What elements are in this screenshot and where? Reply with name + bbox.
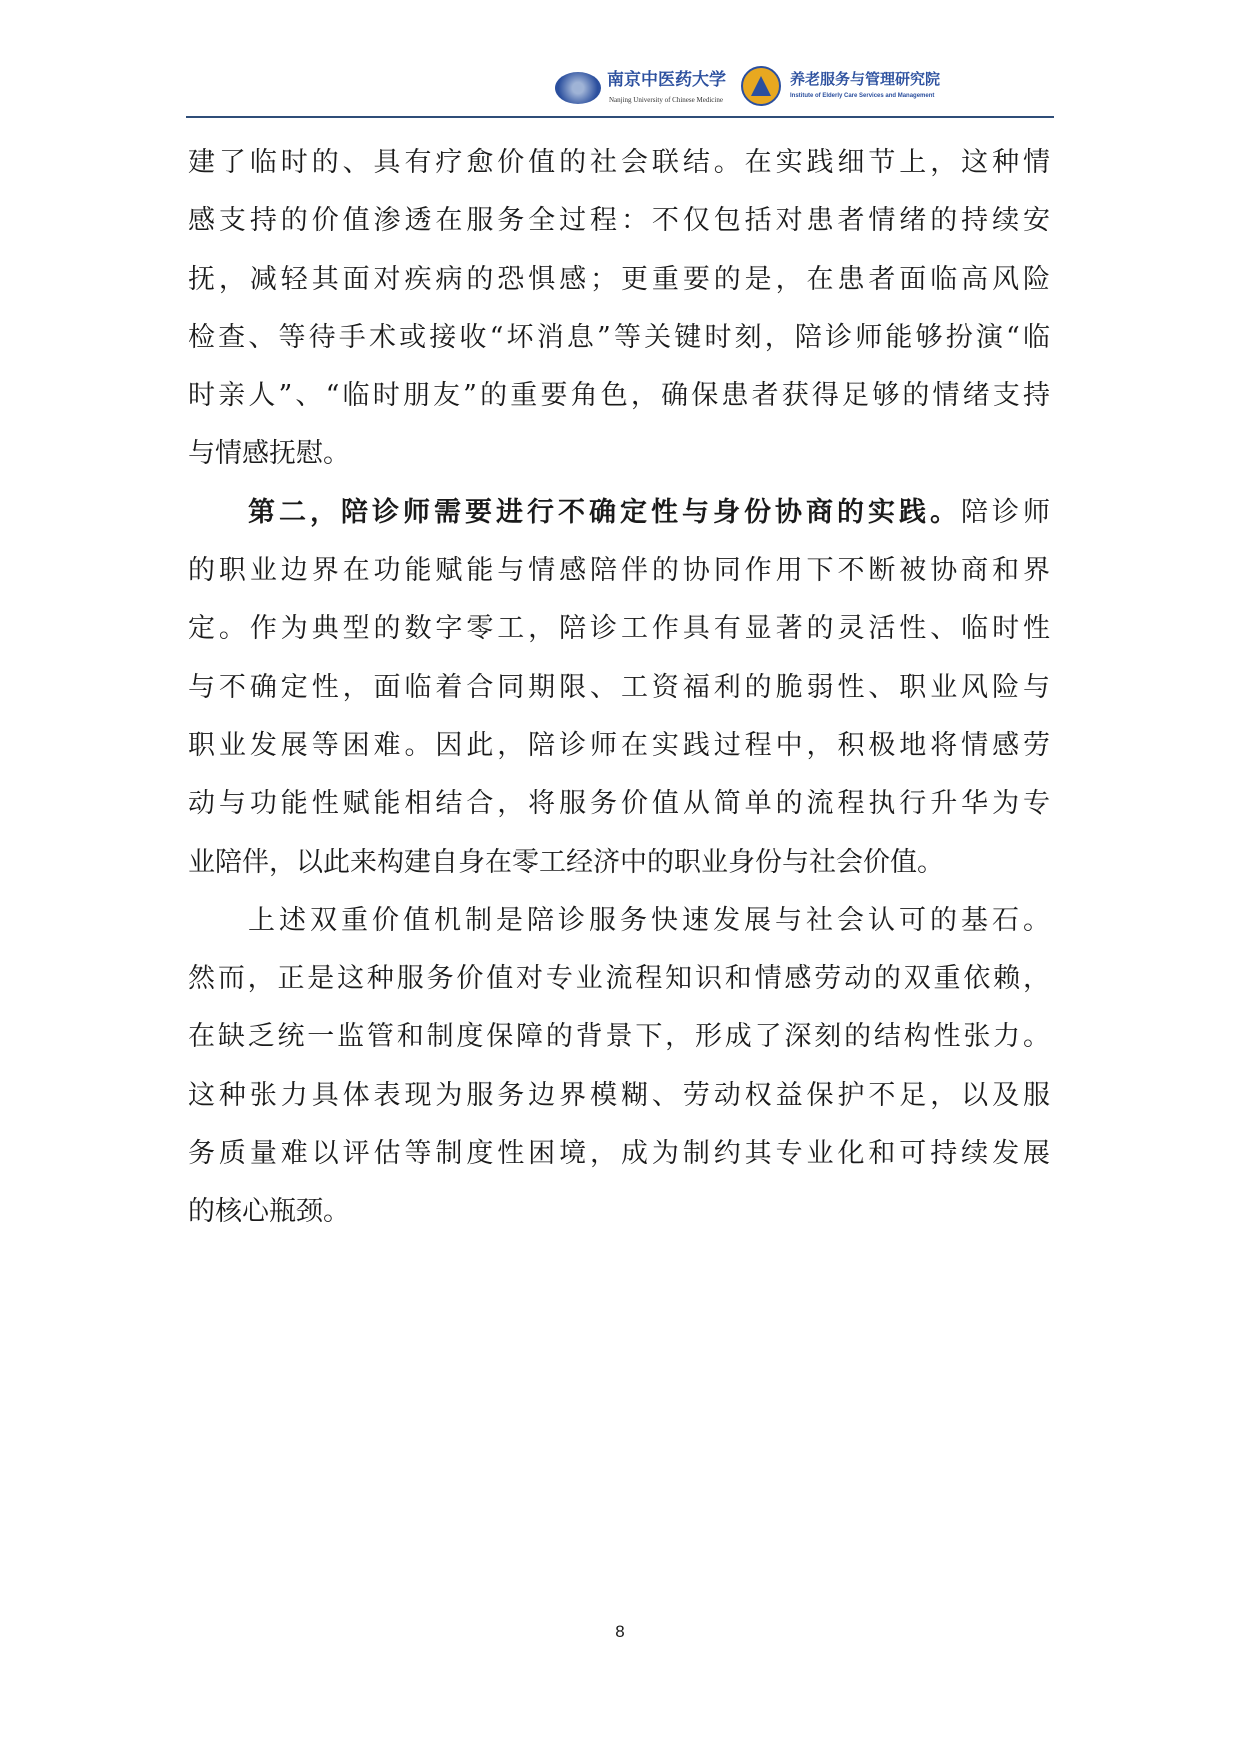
text-line: 的核心瓶颈。 xyxy=(188,1196,350,1228)
text-line: 上述双重价值机制是陪诊服务快速发展与社会认可的基石。 xyxy=(248,904,1050,936)
paragraph-1 xyxy=(188,140,1050,490)
text-line: 抚，减轻其面对疾病的恐惧感；更重要的是，在患者面临高风险 xyxy=(188,263,1050,295)
document-body xyxy=(188,140,1050,1248)
text-line: 业陪伴，以此来构建自身在零工经济中的职业身份与社会价值。 xyxy=(188,846,944,878)
text-line xyxy=(188,490,1050,548)
page-header xyxy=(0,60,1240,120)
institute-name: 养老服务与管理研究院 xyxy=(790,70,941,88)
text-line: 这种张力具体表现为服务边界模糊、劳动权益保护不足，以及服 xyxy=(188,1079,1050,1111)
text-line: 职业发展等困难。因此，陪诊师在实践过程中，积极地将情感劳 xyxy=(188,729,1050,761)
institute-logo-icon xyxy=(741,66,781,106)
text-line: 与情感抚慰。 xyxy=(188,438,350,470)
institute-name-en: Institute of Elderly Care Services and Management xyxy=(790,93,935,99)
text-line: 的职业边界在功能赋能与情感陪伴的协同作用下不断被协商和界 xyxy=(188,555,1050,587)
bold-lead: 第二，陪诊师需要进行不确定性与身份协商的实践。 xyxy=(248,496,961,528)
text-line: 时亲人”、“临时朋友”的重要角色，确保患者获得足够的情绪支持 xyxy=(188,380,1050,412)
text-line: 感支持的价值渗透在服务全过程：不仅包括对患者情绪的持续安 xyxy=(188,205,1050,237)
text-span: 陪诊师 xyxy=(961,496,1050,528)
text-line: 定。作为典型的数字零工，陪诊工作具有显著的灵活性、临时性 xyxy=(188,613,1050,645)
paragraph-2 xyxy=(188,490,1050,898)
page-number: 8 xyxy=(615,1622,625,1641)
university-name: 南京中医药大学 xyxy=(607,70,726,90)
university-name-en: Nanjing University of Chinese Medicine xyxy=(609,96,723,104)
paragraph-3 xyxy=(188,898,1050,1248)
text-line: 在缺乏统一监管和制度保障的背景下，形成了深刻的结构性张力。 xyxy=(188,1021,1050,1053)
university-logo-icon xyxy=(555,72,601,104)
text-line: 检查、等待手术或接收“坏消息”等关键时刻，陪诊师能够扮演“临 xyxy=(188,321,1050,353)
header-divider xyxy=(186,116,1054,118)
text-line: 务质量难以评估等制度性困境，成为制约其专业化和可持续发展 xyxy=(188,1138,1050,1170)
text-line: 建了临时的、具有疗愈价值的社会联结。在实践细节上，这种情 xyxy=(188,147,1050,178)
text-line: 动与功能性赋能相结合，将服务价值从简单的流程执行升华为专 xyxy=(188,788,1050,820)
text-line: 然而，正是这种服务价值对专业流程知识和情感劳动的双重依赖， xyxy=(188,963,1050,995)
text-line: 与不确定性，面临着合同期限、工资福利的脆弱性、职业风险与 xyxy=(188,671,1050,703)
